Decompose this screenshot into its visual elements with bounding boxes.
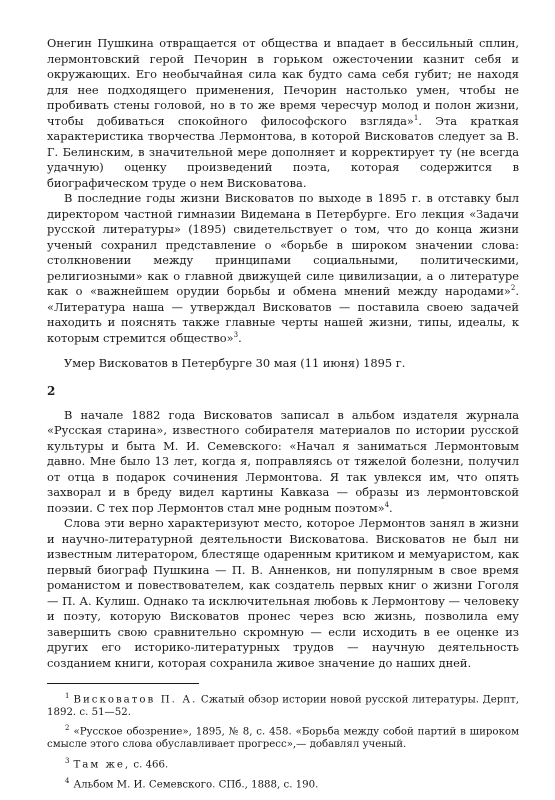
paragraph-p4 [47,408,519,517]
footnote-ref: 1 [413,113,419,122]
footnote-item [47,690,519,719]
text-run: Онегин Пушкина отвращается от общества и впадает в бессильный сплин, лермонтовский герой Печорин в горьком ожесточении казнит себя и окружающих. Его необычайная сила как будто сама себя губит; не находя для нее подходящего применения, Печорин настолько умен, чтобы не пробивать стены головой, но в то же время чересчур молод и полон жизни, чтобы добиваться спокойного философского взгляда» [47,36,519,128]
footnote-item [47,755,519,772]
footnote-mark: 3 [65,756,70,765]
text-run: В начале 1882 года Висковатов записал в альбом издателя журнала «Русская старина», известного собирателя материалов по истории русской культуры и быта М. И. Семевского: «Начал я заниматься Лермонтовым давно. Мне было 13 лет, когда я, поправляясь от тяжелой болезни, получил от отца в подарок сочинения Лермонтова. Я так увлекся им, что опять захворал и в бреду видел картины Кавказа — образы из лермонтовской поэзии. С тех пор Лермонтов стал мне родным поэтом» [47,407,519,515]
paragraph-p5 [47,516,519,671]
footnote-text: «Русское обозрение», 1895, № 8, с. 458. «Борьба между собой партий в широком смысле этого слова обуславливает прогресс»,— добавлял ученый. [47,726,519,751]
footnotes [47,690,519,792]
footnote-text: с. 466. [130,759,169,771]
text-run: . [238,330,242,345]
section-number: 2 [47,383,56,398]
paragraph-p2 [47,191,519,346]
footnote-text: Альбом М. И. Семевского. СПб., 1888, с. 190. [73,779,319,791]
body-text-bottom [47,408,519,672]
text-run: Умер Висковатов в Петербурге 30 мая (11 июня) 1895 г. [64,356,406,370]
text-run: . «Литература наша — утверждал Висковатов — поставила своею задачей находить и пояснять также главные черты нашей жизни, типы, идеалы, к которым стремится общество» [47,284,519,345]
footnote-author: Висковатов П. А. [73,694,198,706]
footnote-item [47,722,519,751]
text-run: В последние годы жизни Висковатов по выходе в 1895 г. в отставку был директором частной гимназии Видемана в Петербурге. Его лекция «Задачи русской литературы» (1895) свидетельствует о том, что до конца жизни ученый сохранил представление о «борьбе в широком значении слова: столкновении между принципами социальными, политическими, религиозными» как о главной движущей силе цивилизации, а о литературе как о «важнейшем орудии борьбы и обмена мнений между народами» [47,191,519,298]
footnote-mark: 4 [65,776,70,785]
footnote-ref: 3 [233,330,239,339]
text-run: . Эта краткая характеристика творчества Лермонтова, в которой Висковатов следует за В. Г. Белинским, в значительной мере дополняет и корректирует ту (не всегда удачную) оценку произведений поэта, которая содержится в биографическом труде о нем Висковатова. [47,113,519,190]
text-run: . [389,500,393,515]
footnote-mark: 2 [65,724,70,733]
footnote-ref: 2 [510,284,516,293]
text-run: Слова эти верно характеризуют место, которое Лермонтов занял в жизни и научно-литературной деятельности Висковатова. Висковатов не был ни известным литератором, блестяще одаренным критиком и мемуаристом, как первый биограф Пушкина — П. В. Анненков, ни популярным в свое время романистом и повествователем, как создатель первых книг о жизни Гоголя — П. А. Кулиш. Однако та исключительная любовь к Лермонтову — человеку и поэту, которую Висковатов пронес через всю жизнь, позволила ему завершить свою сравнительно скромную — если исходить в ее оценке из других его историко-литературных трудов — научную деятельность созданием книги, которая сохранила живое значение до наших дней. [47,516,519,670]
footnote-separator [47,683,199,684]
footnote-ref: 4 [384,500,390,509]
footnote-mark: 1 [65,692,70,700]
paragraph-p1 [47,36,519,191]
paragraph-p3 [47,356,519,372]
body-text-top [47,36,519,372]
footnote-text: Сжатый обзор истории новой русской литературы. Дерпт, 1892. с. 51—52. [47,694,519,718]
footnote-item [47,775,519,792]
footnote-author: Там же, [73,759,131,771]
book-page [47,36,519,795]
